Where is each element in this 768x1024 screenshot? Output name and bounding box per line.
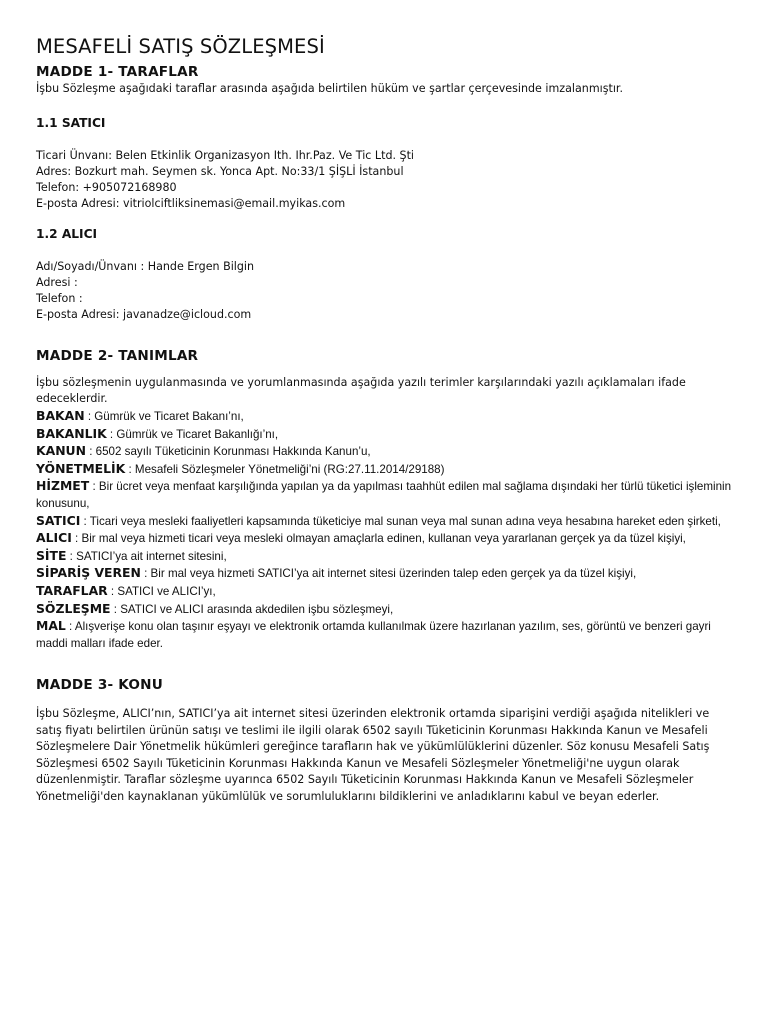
definition-item: [36, 618, 736, 652]
definition-term: HİZMET: [36, 478, 90, 494]
definition-term: BAKAN: [36, 408, 85, 423]
definition-item: [36, 408, 736, 426]
satici-heading: 1.1 SATICI: [36, 116, 106, 130]
definition-desc: : Mesafeli Sözleşmeler Yönetmeliği’ni (RG:27.11.2014/29188): [125, 462, 445, 476]
satici-adres: Adres: Bozkurt mah. Seymen sk. Yonca Apt. No:33/1 ŞİŞLİ İstanbul: [36, 165, 404, 178]
madde1-intro: İşbu Sözleşme aşağıdaki taraflar arasında aşağıda belirtilen hüküm ve şartlar çerçevesinde imzalanmıştır.: [36, 82, 623, 95]
alici-eposta: E-posta Adresi: javanadze@icloud.com: [36, 308, 252, 321]
satici-unvan: Ticari Ünvanı: Belen Etkinlik Organizasyon Ith. Ihr.Paz. Ve Tic Ltd. Şti: [36, 149, 415, 162]
definition-item: [36, 426, 736, 444]
madde2-heading: MADDE 2- TANIMLAR: [36, 348, 199, 364]
alici-adsoyad: Adı/Soyadı/Ünvanı : Hande Ergen Bilgin: [36, 260, 255, 273]
definition-term: SİPARİŞ VEREN: [36, 565, 141, 581]
definition-term: MAL: [36, 618, 66, 634]
definition-desc: : SATICI ve ALICI’yı,: [107, 584, 216, 598]
definition-term: BAKANLIK: [36, 425, 107, 441]
definition-item: [36, 478, 736, 512]
definition-term: TARAFLAR: [36, 582, 108, 598]
definition-item: [36, 548, 736, 566]
definition-desc: : Gümrük ve Ticaret Bakanlığı’nı,: [106, 427, 279, 441]
definition-term: KANUN: [36, 443, 86, 459]
definition-item: [36, 601, 736, 619]
satici-eposta: E-posta Adresi: vitriolciftliksinemasi@email.myikas.com: [36, 197, 346, 210]
alici-telefon: Telefon :: [36, 292, 83, 305]
definition-desc: : SATICI ve ALICI arasında akdedilen işbu sözleşmeyi,: [110, 602, 394, 616]
alici-adres: Adresi :: [36, 276, 78, 289]
definition-item: [36, 565, 736, 583]
definition-desc: : Bir mal veya hizmeti SATICI’ya ait internet sitesi üzerinden talep eden gerçek ya da tüzel kişiyi,: [140, 567, 637, 581]
madde1-heading: MADDE 1- TARAFLAR: [36, 64, 199, 80]
definition-term: SÖZLEŞME: [36, 600, 111, 616]
document-title: MESAFELİ SATIŞ SÖZLEŞMESİ: [36, 35, 325, 58]
satici-info: [36, 148, 736, 212]
definition-item: [36, 583, 736, 601]
definition-desc: : Ticari veya mesleki faaliyetleri kapsamında tüketiciye mal sunan veya mal sunan adına veya hesabına hareket eden şirketi,: [80, 514, 721, 528]
definition-term: SİTE: [36, 547, 67, 563]
definition-item: [36, 530, 736, 548]
definition-desc: : Gümrük ve Ticaret Bakanı’nı,: [84, 410, 244, 423]
definition-term: ALICI: [36, 530, 72, 546]
definition-item: [36, 461, 736, 479]
definition-item: [36, 443, 736, 461]
definition-desc: : SATICI’ya ait internet sitesini,: [66, 549, 227, 563]
madde2-intro: İşbu sözleşmenin uygulanmasında ve yorumlanmasında aşağıda yazılı terimler karşılarındaki yazılı açıklamaları ifade edeceklerdir.: [36, 376, 686, 405]
definition-desc: : 6502 sayılı Tüketicinin Korunması Hakkında Kanun’u,: [86, 445, 371, 459]
madde3-body: İşbu Sözleşme, ALICI’nın, SATICI’ya ait internet sitesi üzerinden elektronik ortamda siparişini verdiği aşağıda nitelikleri ve satış fiyatı belirtilen ürünün satışı ve teslimi ile ilgili olarak 6502 sayılı Tüketicinin Korunması Hakkında Kanun ve Mesafeli Sözleşmelere Dair Yönetmelik hükümleri gereğince tarafların hak ve yükümlülüklerini düzenler. Söz konusu Mesafeli Satış Sözleşmesi 6502 Sayılı Tüketicinin Korunması Hakkında Kanun ve Mesafeli Sözleşmeler Yönetmeliği'ne uygun olarak düzenlenmiştir. Taraflar sözleşme uyarınca 6502 Sayılı Tüketicinin Korunması Hakkında Kanun ve Mesafeli Sözleşmeler Yönetmeliği'den kaynaklanan yükümlülük ve sorumluluklarını bildiklerini ve anladıklarını kabul ve beyan ederler.: [36, 707, 710, 803]
definition-desc: : Bir ücret veya menfaat karşılığında yapılan ya da yapılması taahhüt edilen mal sağlama dışındaki her türlü tüketici işleminin konusunu,: [36, 480, 732, 510]
alici-info: [36, 259, 736, 323]
definition-item: [36, 513, 736, 531]
definition-desc: : Alışverişe konu olan taşınır eşyayı ve elektronik ortamda kullanılmak üzere hazırlanan yazılım, ses, görüntü ve benzeri gayri maddi malları ifade eder.: [36, 620, 711, 650]
satici-telefon: Telefon: +905072168980: [36, 181, 177, 194]
alici-heading: 1.2 ALICI: [36, 227, 98, 241]
definition-term: YÖNETMELİK: [36, 460, 126, 476]
definitions-list: [36, 408, 736, 652]
contract-document: [36, 34, 736, 805]
madde3-heading: MADDE 3- KONU: [36, 677, 163, 694]
definition-desc: : Bir mal veya hizmeti ticari veya mesleki olmayan amaçlarla edinen, kullanan veya yararlanan gerçek ya da tüzel kişiyi,: [71, 532, 686, 546]
definition-term: SATICI: [36, 512, 81, 528]
